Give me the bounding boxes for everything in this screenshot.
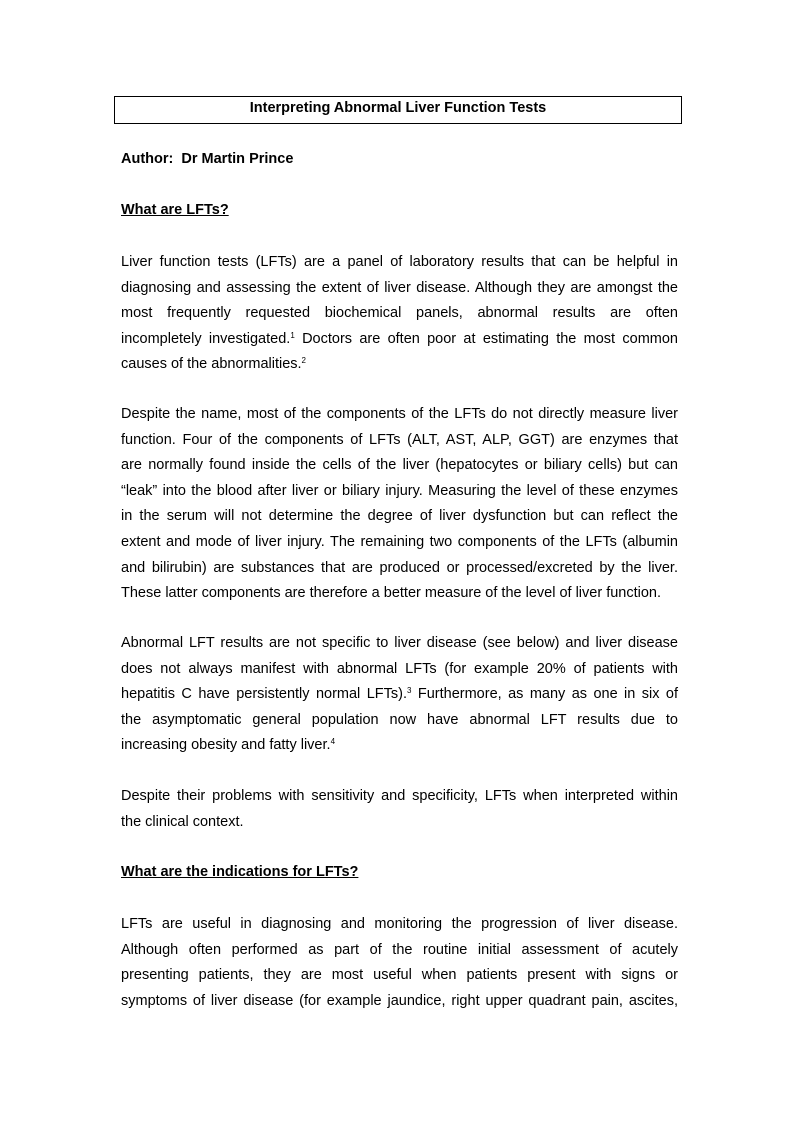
text-line: in the serum will not determine the degree of liver dysfunction but can reflect the [121,508,678,525]
document-title: Interpreting Abnormal Liver Function Tests [249,100,547,116]
text-segment: Furthermore, as many as one in six of [411,686,679,703]
author-line: Author: Dr Martin Prince [121,151,294,167]
text-line: Liver function tests (LFTs) are a panel of laboratory results that can be helpful in [121,254,678,270]
paragraph-5 [121,912,678,1014]
text-line: Despite their problems with sensitivity and specificity, LFTs when interpreted within [121,788,678,804]
paragraph-4 [121,784,678,835]
text-line: These latter components are therefore a better measure of the level of liver function. [121,585,662,602]
text-line: LFTs are useful in diagnosing and monitoring the progression of liver disease. [121,916,678,932]
heading-indications: What are the indications for LFTs? [121,864,359,880]
heading-what-are-lfts: What are LFTs? [121,202,229,218]
text-line: and bilirubin) are substances that are produced or processed/excreted by the liver. [121,559,678,576]
text-line: Although often performed as part of the routine initial assessment of acutely [121,941,678,958]
text-line: most frequently requested biochemical panels, abnormal results are often [121,305,678,322]
text-line: presenting patients, they are most useful when patients present with signs or [121,967,678,984]
text-line-with-reference [121,327,678,353]
text-line: are normally found inside the cells of the liver (hepatocytes or biliary cells) but can [121,457,678,474]
text-line: Abnormal LFT results are not specific to liver disease (see below) and liver disease [121,635,678,651]
text-segment: Doctors are often poor at estimating the most common [294,330,678,347]
paragraph-1 [121,250,678,378]
text-line-with-reference [121,352,678,378]
text-line-with-reference [121,682,678,708]
text-line-with-reference [121,733,678,759]
reference-marker: 1 [290,330,295,340]
text-line: Despite the name, most of the components of the LFTs do not directly measure liver [121,406,678,422]
text-line: diagnosing and assessing the extent of liver disease. Although they are amongst the [121,279,678,296]
title-box [114,96,682,124]
text-line: the clinical context. [121,813,244,830]
text-segment: increasing obesity and fatty liver. [121,737,331,754]
reference-marker: 4 [330,737,336,747]
text-line: symptoms of liver disease (for example jaundice, right upper quadrant pain, ascites, [121,992,678,1009]
text-line: does not always manifest with abnormal LFTs (for example 20% of patients with [121,660,678,677]
paragraph-2 [121,402,678,607]
text-line: the asymptomatic general population now have abnormal LFT results due to [121,711,678,728]
text-segment: causes of the abnormalities. [121,356,302,373]
text-line: function. Four of the components of LFTs (ALT, AST, ALP, GGT) are enzymes that [121,431,678,448]
text-line: “leak” into the blood after liver or biliary injury. Measuring the level of these enzymes [121,482,678,499]
text-line: extent and mode of liver injury. The remaining two components of the LFTs (albumin [121,533,678,550]
reference-marker: 3 [406,686,412,696]
reference-marker: 2 [301,356,306,366]
paragraph-3 [121,631,678,759]
text-segment: hepatitis C have persistently normal LFTs). [121,686,407,703]
text-segment: incompletely investigated. [121,330,291,347]
